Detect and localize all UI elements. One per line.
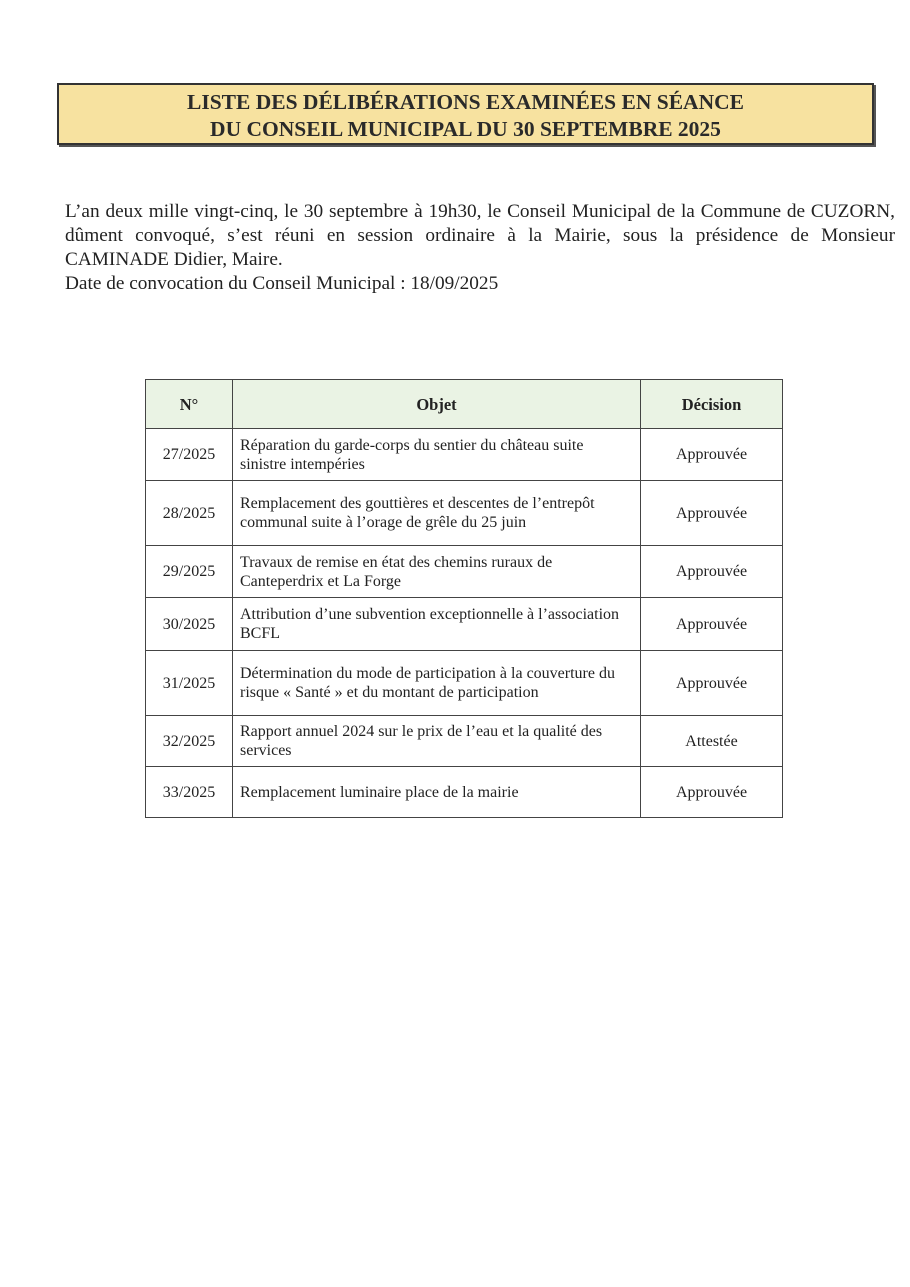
title-line-1: LISTE DES DÉLIBÉRATIONS EXAMINÉES EN SÉANCE	[187, 90, 744, 114]
document-title	[57, 83, 874, 145]
row-decision: Attestée	[641, 716, 783, 767]
table-row	[146, 429, 783, 481]
row-decision: Approuvée	[641, 429, 783, 481]
row-objet: Réparation du garde-corps du sentier du château suite sinistre intempéries	[233, 429, 641, 481]
row-number: 33/2025	[146, 767, 233, 818]
row-objet: Travaux de remise en état des chemins ruraux de Canteperdrix et La Forge	[233, 546, 641, 598]
row-number: 32/2025	[146, 716, 233, 767]
intro-paragraph: L’an deux mille vingt-cinq, le 30 septembre à 19h30, le Conseil Municipal de la Commune de CUZORN, dûment convoqué, s’est réuni en session ordinaire à la Mairie, sous la présidence de Monsieur CAMINADE Didier, Maire.	[65, 201, 895, 270]
title-line-2: DU CONSEIL MUNICIPAL DU 30 SEPTEMBRE 2025	[210, 117, 721, 141]
header-objet: Objet	[233, 380, 641, 429]
row-number: 29/2025	[146, 546, 233, 598]
row-number: 31/2025	[146, 651, 233, 716]
row-decision: Approuvée	[641, 481, 783, 546]
row-objet: Rapport annuel 2024 sur le prix de l’eau et la qualité des services	[233, 716, 641, 767]
row-number: 30/2025	[146, 598, 233, 651]
row-objet: Remplacement des gouttières et descentes de l’entrepôt communal suite à l’orage de grêle du 25 juin	[233, 481, 641, 546]
table-row	[146, 767, 783, 818]
table-row	[146, 546, 783, 598]
row-decision: Approuvée	[641, 598, 783, 651]
convocation-date: Date de convocation du Conseil Municipal : 18/09/2025	[65, 273, 499, 294]
header-decision: Décision	[641, 380, 783, 429]
table-header-row	[146, 380, 783, 429]
table-row	[146, 716, 783, 767]
row-decision: Approuvée	[641, 546, 783, 598]
table-row	[146, 481, 783, 546]
row-objet: Détermination du mode de participation à la couverture du risque « Santé » et du montant de participation	[233, 651, 641, 716]
row-decision: Approuvée	[641, 651, 783, 716]
deliberations-table	[145, 379, 783, 818]
row-decision: Approuvée	[641, 767, 783, 818]
row-objet: Remplacement luminaire place de la mairie	[233, 767, 641, 818]
table-row	[146, 651, 783, 716]
header-num: N°	[146, 380, 233, 429]
table-row	[146, 598, 783, 651]
row-objet: Attribution d’une subvention exceptionnelle à l’association BCFL	[233, 598, 641, 651]
row-number: 28/2025	[146, 481, 233, 546]
intro-text	[65, 200, 895, 296]
row-number: 27/2025	[146, 429, 233, 481]
